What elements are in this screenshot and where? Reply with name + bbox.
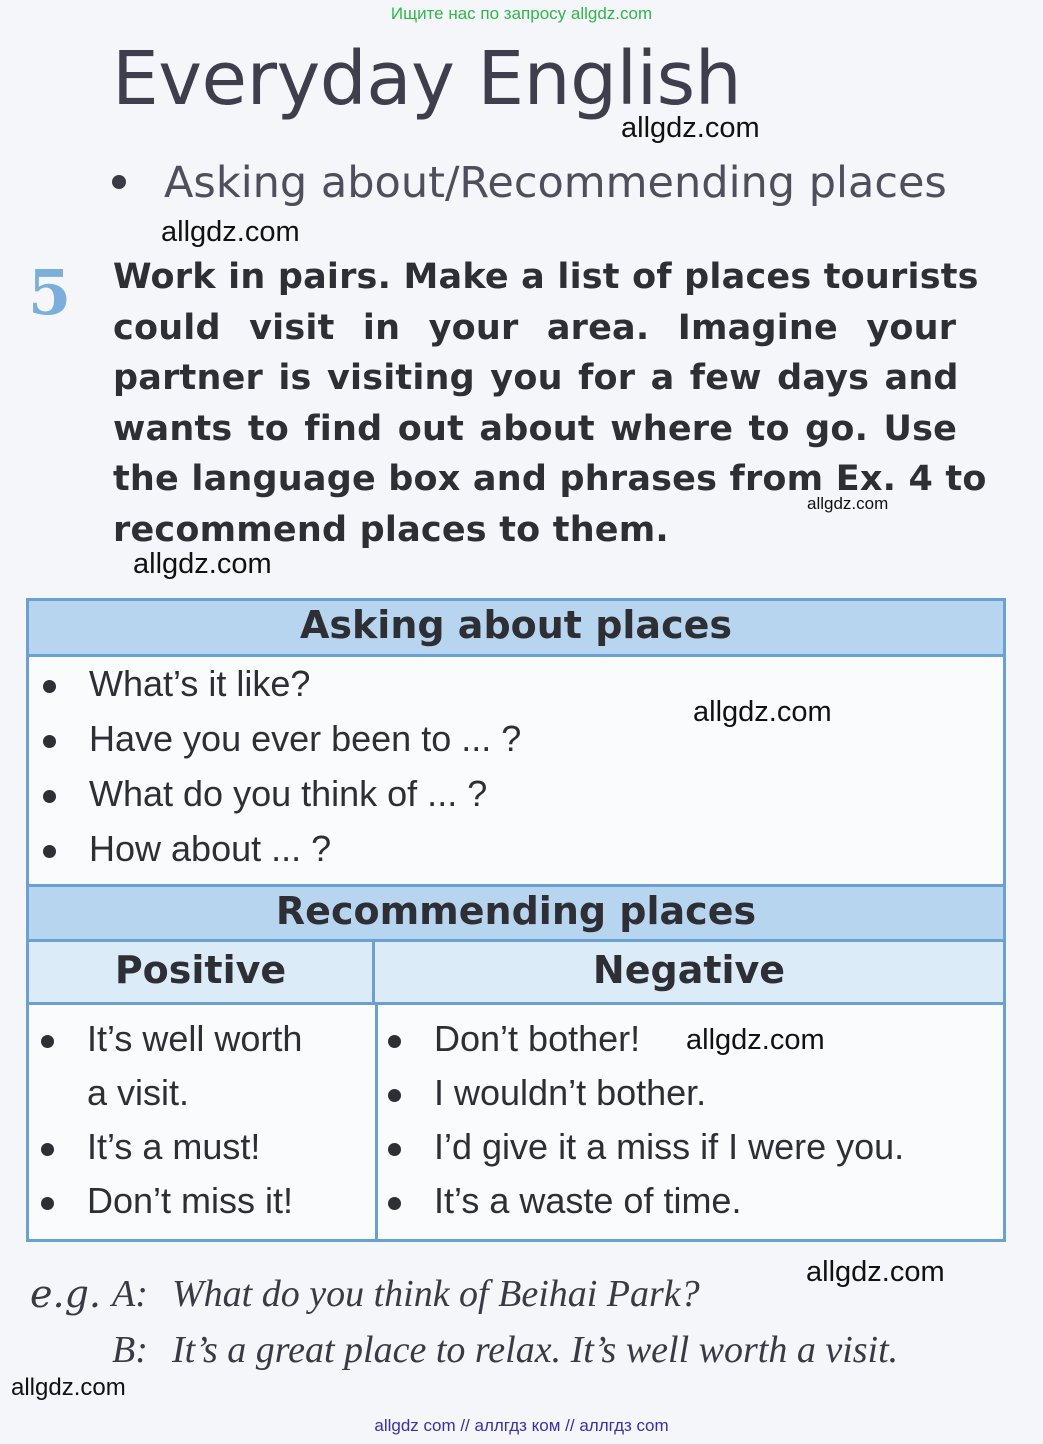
asking-item: What’s it like? (89, 663, 310, 705)
negative-item: I’d give it a miss if I were you. (434, 1126, 904, 1168)
language-box (26, 598, 1006, 1242)
asking-item: What do you think of ... ? (89, 773, 487, 815)
instruction-line: partner is visiting you for a few days and (113, 358, 959, 398)
bullet-icon (41, 1197, 54, 1210)
watermark: allgdz.com (133, 548, 272, 580)
watermark: allgdz.com (621, 112, 760, 144)
exercise-number: 5 (28, 256, 72, 329)
positive-item-continued: a visit. (87, 1072, 190, 1113)
bullet-icon (43, 680, 56, 693)
bullet-icon (43, 790, 56, 803)
bullet-icon (388, 1197, 401, 1210)
bullet-icon (43, 845, 56, 858)
column-divider (375, 1005, 378, 1239)
negative-item: It’s a waste of time. (434, 1180, 741, 1222)
example-speaker-a: A: (112, 1273, 148, 1315)
subtitle-text: Asking about/Recommending places (164, 158, 947, 208)
example-label: e.g. (30, 1272, 101, 1316)
positive-item: It’s well worth (87, 1018, 302, 1060)
watermark: allgdz.com (806, 1256, 945, 1288)
instruction-line: could visit in your area. Imagine your (113, 307, 957, 348)
asking-item: Have you ever been to ... ? (89, 718, 521, 760)
example-line-a: What do you think of Beihai Park? (172, 1273, 700, 1315)
instruction-line: the language box and phrases from Ex. 4 to (113, 459, 987, 499)
bullet-icon (388, 1035, 401, 1048)
top-banner: Ищите нас по запросу allgdz.com (390, 4, 653, 23)
negative-header: Negative (375, 942, 1003, 1005)
watermark: allgdz.com (161, 216, 300, 248)
bullet-icon (388, 1089, 401, 1102)
bullet-icon (112, 175, 126, 189)
asking-header: Asking about places (29, 601, 1003, 657)
recommending-header: Recommending places (29, 884, 1003, 942)
positive-header: Positive (29, 942, 375, 1005)
instruction-line: Work in pairs. Make a list of places tourists (113, 257, 979, 297)
negative-item: I wouldn’t bother. (434, 1072, 706, 1114)
watermark: allgdz.com (686, 1024, 825, 1056)
page-title: Everyday English (112, 36, 742, 122)
bullet-icon (41, 1035, 54, 1048)
subtitle (112, 158, 947, 208)
bullet-icon (43, 735, 56, 748)
positive-item: Don’t miss it! (87, 1180, 293, 1222)
instruction-line: recommend places to them. (113, 509, 669, 550)
watermark: allgdz.com (807, 494, 889, 513)
example-speaker-b: B: (112, 1329, 148, 1371)
negative-item: Don’t bother! (434, 1018, 640, 1060)
bullet-icon (388, 1143, 401, 1156)
watermark: allgdz.com (693, 696, 832, 728)
instruction-line: wants to find out about where to go. Use (113, 408, 958, 449)
footer-links[interactable]: allgdz com // аллгдз ком // аллгдз com (374, 1416, 669, 1435)
asking-item: How about ... ? (89, 828, 331, 870)
bullet-icon (41, 1143, 54, 1156)
positive-item: It’s a must! (87, 1126, 260, 1168)
example-line-b: It’s a great place to relax. It’s well worth a visit. (172, 1329, 899, 1371)
watermark: allgdz.com (11, 1374, 126, 1401)
